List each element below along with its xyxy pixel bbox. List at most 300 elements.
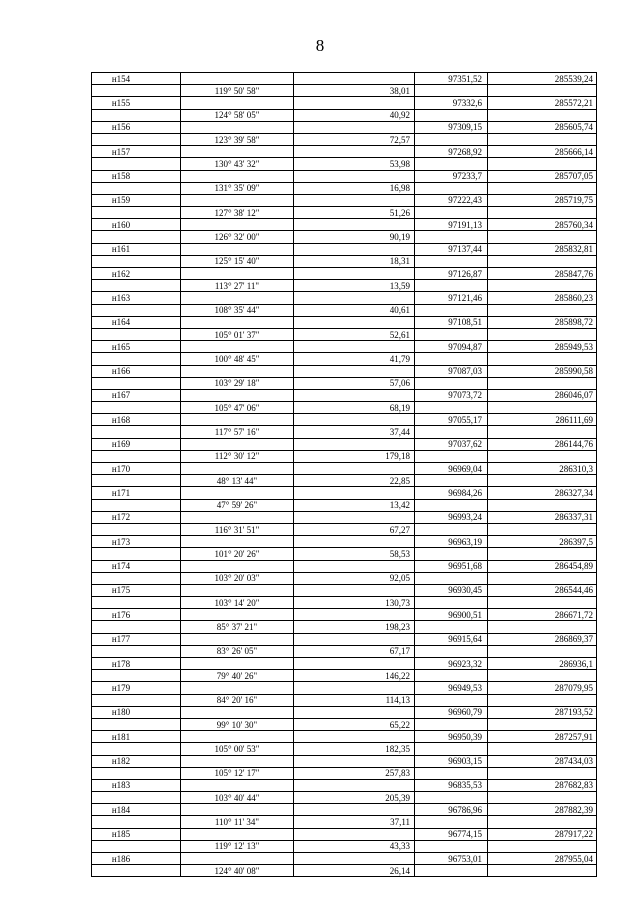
point-name-cell <box>92 865 181 877</box>
point-name-cell: н166 <box>92 365 181 377</box>
point-row <box>92 73 597 85</box>
direction-angle-cell <box>181 316 294 328</box>
direction-angle-cell <box>181 414 294 426</box>
distance-cell: 92,05 <box>294 572 415 584</box>
distance-cell <box>294 779 415 791</box>
y-coordinate-cell <box>488 475 597 487</box>
x-coordinate-cell: 96949,53 <box>415 682 488 694</box>
distance-cell <box>294 97 415 109</box>
distance-cell <box>294 658 415 670</box>
distance-cell: 90,19 <box>294 231 415 243</box>
direction-angle-cell: 105° 00' 53" <box>181 743 294 755</box>
x-coordinate-cell <box>415 475 488 487</box>
x-coordinate-cell <box>415 865 488 877</box>
y-coordinate-cell <box>488 255 597 267</box>
distance-cell: 13,59 <box>294 280 415 292</box>
y-coordinate-cell: 286936,1 <box>488 658 597 670</box>
point-name-cell: н167 <box>92 389 181 401</box>
x-coordinate-cell: 96753,01 <box>415 853 488 865</box>
direction-angle-cell: 117° 57' 16" <box>181 426 294 438</box>
direction-angle-cell <box>181 268 294 280</box>
segment-row <box>92 548 597 560</box>
y-coordinate-cell: 287882,39 <box>488 804 597 816</box>
point-row <box>92 121 597 133</box>
point-name-cell <box>92 767 181 779</box>
distance-cell <box>294 292 415 304</box>
point-name-cell: н165 <box>92 341 181 353</box>
direction-angle-cell <box>181 170 294 182</box>
x-coordinate-cell: 96993,24 <box>415 511 488 523</box>
distance-cell: 51,26 <box>294 207 415 219</box>
x-coordinate-cell <box>415 767 488 779</box>
distance-cell: 57,06 <box>294 377 415 389</box>
x-coordinate-cell: 97037,62 <box>415 438 488 450</box>
x-coordinate-cell <box>415 158 488 170</box>
direction-angle-cell <box>181 219 294 231</box>
point-name-cell: н180 <box>92 706 181 718</box>
x-coordinate-cell <box>415 426 488 438</box>
distance-cell <box>294 414 415 426</box>
point-row <box>92 755 597 767</box>
y-coordinate-cell <box>488 85 597 97</box>
point-row <box>92 609 597 621</box>
x-coordinate-cell <box>415 792 488 804</box>
segment-row <box>92 523 597 535</box>
segment-row <box>92 645 597 657</box>
y-coordinate-cell: 285539,24 <box>488 73 597 85</box>
point-name-cell <box>92 499 181 511</box>
direction-angle-cell: 105° 12' 17" <box>181 767 294 779</box>
x-coordinate-cell <box>415 377 488 389</box>
direction-angle-cell: 99° 10' 30" <box>181 718 294 730</box>
distance-cell: 68,19 <box>294 402 415 414</box>
segment-row <box>92 450 597 462</box>
direction-angle-cell: 112° 30' 12" <box>181 450 294 462</box>
distance-cell <box>294 560 415 572</box>
x-coordinate-cell: 96903,15 <box>415 755 488 767</box>
y-coordinate-cell: 286869,37 <box>488 633 597 645</box>
segment-row <box>92 718 597 730</box>
distance-cell: 67,17 <box>294 645 415 657</box>
segment-row <box>92 85 597 97</box>
x-coordinate-cell <box>415 402 488 414</box>
point-name-cell <box>92 645 181 657</box>
point-row <box>92 511 597 523</box>
direction-angle-cell: 126° 32' 00" <box>181 231 294 243</box>
y-coordinate-cell <box>488 743 597 755</box>
distance-cell <box>294 365 415 377</box>
direction-angle-cell <box>181 194 294 206</box>
direction-angle-cell <box>181 438 294 450</box>
direction-angle-cell: 103° 40' 44" <box>181 792 294 804</box>
direction-angle-cell: 116° 31' 51" <box>181 523 294 535</box>
distance-cell: 179,18 <box>294 450 415 462</box>
point-name-cell: н169 <box>92 438 181 450</box>
point-row <box>92 438 597 450</box>
distance-cell <box>294 219 415 231</box>
y-coordinate-cell: 285719,75 <box>488 194 597 206</box>
distance-cell <box>294 316 415 328</box>
segment-row <box>92 426 597 438</box>
direction-angle-cell: 130° 43' 32" <box>181 158 294 170</box>
y-coordinate-cell <box>488 499 597 511</box>
point-name-cell: н181 <box>92 731 181 743</box>
direction-angle-cell: 127° 38' 12" <box>181 207 294 219</box>
direction-angle-cell: 47° 59' 26" <box>181 499 294 511</box>
distance-cell <box>294 463 415 475</box>
x-coordinate-cell: 97351,52 <box>415 73 488 85</box>
x-coordinate-cell: 97137,44 <box>415 243 488 255</box>
point-row <box>92 170 597 182</box>
segment-row <box>92 109 597 121</box>
x-coordinate-cell <box>415 499 488 511</box>
segment-row <box>92 743 597 755</box>
point-name-cell: н155 <box>92 97 181 109</box>
direction-angle-cell: 124° 40' 08" <box>181 865 294 877</box>
point-name-cell: н183 <box>92 779 181 791</box>
y-coordinate-cell <box>488 377 597 389</box>
point-name-cell <box>92 450 181 462</box>
distance-cell <box>294 706 415 718</box>
point-name-cell <box>92 207 181 219</box>
segment-row <box>92 255 597 267</box>
point-name-cell: н179 <box>92 682 181 694</box>
direction-angle-cell <box>181 463 294 475</box>
x-coordinate-cell <box>415 816 488 828</box>
point-name-cell: н171 <box>92 487 181 499</box>
direction-angle-cell: 105° 47' 06" <box>181 402 294 414</box>
y-coordinate-cell: 286144,76 <box>488 438 597 450</box>
distance-cell: 198,23 <box>294 621 415 633</box>
y-coordinate-cell <box>488 402 597 414</box>
point-name-cell <box>92 597 181 609</box>
direction-angle-cell: 125° 15' 40" <box>181 255 294 267</box>
distance-cell: 40,61 <box>294 304 415 316</box>
point-name-cell <box>92 718 181 730</box>
distance-cell: 40,92 <box>294 109 415 121</box>
point-row <box>92 268 597 280</box>
point-row <box>92 731 597 743</box>
point-row <box>92 365 597 377</box>
direction-angle-cell <box>181 731 294 743</box>
distance-cell: 37,11 <box>294 816 415 828</box>
point-name-cell: н161 <box>92 243 181 255</box>
y-coordinate-cell <box>488 109 597 121</box>
x-coordinate-cell: 97222,43 <box>415 194 488 206</box>
point-name-cell: н159 <box>92 194 181 206</box>
distance-cell <box>294 755 415 767</box>
point-row <box>92 146 597 158</box>
direction-angle-cell: 105° 01' 37" <box>181 328 294 340</box>
point-row <box>92 97 597 109</box>
point-name-cell <box>92 523 181 535</box>
point-name-cell <box>92 328 181 340</box>
point-name-cell: н172 <box>92 511 181 523</box>
direction-angle-cell <box>181 146 294 158</box>
distance-cell <box>294 146 415 158</box>
point-name-cell <box>92 353 181 365</box>
distance-cell: 72,57 <box>294 133 415 145</box>
direction-angle-cell: 101° 20' 26" <box>181 548 294 560</box>
point-row <box>92 682 597 694</box>
x-coordinate-cell: 97309,15 <box>415 121 488 133</box>
y-coordinate-cell: 287193,52 <box>488 706 597 718</box>
y-coordinate-cell <box>488 767 597 779</box>
segment-row <box>92 377 597 389</box>
segment-row <box>92 694 597 706</box>
distance-cell: 13,42 <box>294 499 415 511</box>
y-coordinate-cell: 285860,23 <box>488 292 597 304</box>
direction-angle-cell <box>181 511 294 523</box>
direction-angle-cell <box>181 755 294 767</box>
x-coordinate-cell <box>415 133 488 145</box>
y-coordinate-cell: 286310,3 <box>488 463 597 475</box>
x-coordinate-cell <box>415 743 488 755</box>
direction-angle-cell: 103° 20' 03" <box>181 572 294 584</box>
point-name-cell <box>92 572 181 584</box>
y-coordinate-cell <box>488 182 597 194</box>
y-coordinate-cell <box>488 840 597 852</box>
y-coordinate-cell <box>488 597 597 609</box>
segment-row <box>92 304 597 316</box>
segment-row <box>92 207 597 219</box>
point-name-cell <box>92 548 181 560</box>
x-coordinate-cell <box>415 840 488 852</box>
direction-angle-cell: 108° 35' 44" <box>181 304 294 316</box>
y-coordinate-cell: 285666,14 <box>488 146 597 158</box>
direction-angle-cell: 103° 29' 18" <box>181 377 294 389</box>
distance-cell <box>294 853 415 865</box>
segment-row <box>92 475 597 487</box>
direction-angle-cell <box>181 536 294 548</box>
distance-cell <box>294 804 415 816</box>
y-coordinate-cell <box>488 133 597 145</box>
direction-angle-cell: 85° 37' 21" <box>181 621 294 633</box>
point-name-cell <box>92 670 181 682</box>
direction-angle-cell <box>181 828 294 840</box>
y-coordinate-cell <box>488 450 597 462</box>
segment-row <box>92 840 597 852</box>
y-coordinate-cell: 286046,07 <box>488 389 597 401</box>
direction-angle-cell <box>181 243 294 255</box>
segment-row <box>92 670 597 682</box>
point-name-cell <box>92 743 181 755</box>
point-name-cell <box>92 85 181 97</box>
y-coordinate-cell: 287682,83 <box>488 779 597 791</box>
distance-cell: 26,14 <box>294 865 415 877</box>
x-coordinate-cell <box>415 597 488 609</box>
x-coordinate-cell: 97121,46 <box>415 292 488 304</box>
y-coordinate-cell: 285949,53 <box>488 341 597 353</box>
segment-row <box>92 767 597 779</box>
y-coordinate-cell: 287434,03 <box>488 755 597 767</box>
direction-angle-cell <box>181 658 294 670</box>
segment-row <box>92 182 597 194</box>
y-coordinate-cell: 286671,72 <box>488 609 597 621</box>
segment-row <box>92 499 597 511</box>
x-coordinate-cell <box>415 207 488 219</box>
direction-angle-cell <box>181 292 294 304</box>
direction-angle-cell: 79° 40' 26" <box>181 670 294 682</box>
point-name-cell <box>92 402 181 414</box>
x-coordinate-cell <box>415 621 488 633</box>
distance-cell: 182,35 <box>294 743 415 755</box>
point-name-cell <box>92 694 181 706</box>
point-row <box>92 536 597 548</box>
y-coordinate-cell: 287917,22 <box>488 828 597 840</box>
y-coordinate-cell: 285898,72 <box>488 316 597 328</box>
x-coordinate-cell: 96930,45 <box>415 584 488 596</box>
y-coordinate-cell: 285990,58 <box>488 365 597 377</box>
point-row <box>92 341 597 353</box>
direction-angle-cell: 124° 58' 05" <box>181 109 294 121</box>
y-coordinate-cell: 285760,34 <box>488 219 597 231</box>
x-coordinate-cell: 97233,7 <box>415 170 488 182</box>
point-name-cell: н178 <box>92 658 181 670</box>
point-name-cell: н176 <box>92 609 181 621</box>
x-coordinate-cell: 96963,19 <box>415 536 488 548</box>
x-coordinate-cell <box>415 304 488 316</box>
x-coordinate-cell: 97073,72 <box>415 389 488 401</box>
distance-cell <box>294 584 415 596</box>
distance-cell <box>294 536 415 548</box>
distance-cell: 37,44 <box>294 426 415 438</box>
distance-cell <box>294 121 415 133</box>
x-coordinate-cell: 97191,13 <box>415 219 488 231</box>
y-coordinate-cell: 285707,05 <box>488 170 597 182</box>
direction-angle-cell: 131° 35' 09" <box>181 182 294 194</box>
distance-cell <box>294 73 415 85</box>
point-row <box>92 633 597 645</box>
point-row <box>92 779 597 791</box>
point-name-cell: н154 <box>92 73 181 85</box>
point-name-cell <box>92 475 181 487</box>
point-name-cell <box>92 621 181 633</box>
x-coordinate-cell: 97094,87 <box>415 341 488 353</box>
point-name-cell <box>92 792 181 804</box>
x-coordinate-cell: 97108,51 <box>415 316 488 328</box>
y-coordinate-cell <box>488 865 597 877</box>
y-coordinate-cell <box>488 718 597 730</box>
distance-cell: 146,22 <box>294 670 415 682</box>
point-name-cell <box>92 158 181 170</box>
distance-cell: 43,33 <box>294 840 415 852</box>
segment-row <box>92 816 597 828</box>
x-coordinate-cell <box>415 353 488 365</box>
y-coordinate-cell <box>488 694 597 706</box>
point-name-cell <box>92 255 181 267</box>
x-coordinate-cell <box>415 280 488 292</box>
x-coordinate-cell <box>415 182 488 194</box>
point-row <box>92 853 597 865</box>
point-name-cell: н186 <box>92 853 181 865</box>
y-coordinate-cell: 287257,91 <box>488 731 597 743</box>
direction-angle-cell: 48° 13' 44" <box>181 475 294 487</box>
point-name-cell <box>92 426 181 438</box>
x-coordinate-cell: 96774,15 <box>415 828 488 840</box>
distance-cell: 38,01 <box>294 85 415 97</box>
y-coordinate-cell: 285832,81 <box>488 243 597 255</box>
x-coordinate-cell <box>415 645 488 657</box>
x-coordinate-cell <box>415 85 488 97</box>
y-coordinate-cell: 285847,76 <box>488 268 597 280</box>
segment-row <box>92 158 597 170</box>
segment-row <box>92 865 597 877</box>
distance-cell: 130,73 <box>294 597 415 609</box>
distance-cell <box>294 438 415 450</box>
direction-angle-cell: 119° 50' 58" <box>181 85 294 97</box>
point-row <box>92 316 597 328</box>
segment-row <box>92 792 597 804</box>
direction-angle-cell: 83° 26' 05" <box>181 645 294 657</box>
point-name-cell: н184 <box>92 804 181 816</box>
point-name-cell <box>92 377 181 389</box>
direction-angle-cell: 100° 48' 45" <box>181 353 294 365</box>
x-coordinate-cell: 96951,68 <box>415 560 488 572</box>
point-name-cell: н162 <box>92 268 181 280</box>
x-coordinate-cell: 97087,03 <box>415 365 488 377</box>
distance-cell <box>294 633 415 645</box>
direction-angle-cell: 84° 20' 16" <box>181 694 294 706</box>
distance-cell: 52,61 <box>294 328 415 340</box>
point-name-cell: н168 <box>92 414 181 426</box>
direction-angle-cell <box>181 365 294 377</box>
x-coordinate-cell: 96915,64 <box>415 633 488 645</box>
x-coordinate-cell: 96969,04 <box>415 463 488 475</box>
x-coordinate-cell: 97268,92 <box>415 146 488 158</box>
x-coordinate-cell <box>415 328 488 340</box>
point-name-cell: н163 <box>92 292 181 304</box>
point-name-cell <box>92 109 181 121</box>
y-coordinate-cell <box>488 792 597 804</box>
point-name-cell: н175 <box>92 584 181 596</box>
x-coordinate-cell <box>415 718 488 730</box>
y-coordinate-cell <box>488 231 597 243</box>
point-name-cell: н170 <box>92 463 181 475</box>
distance-cell: 205,39 <box>294 792 415 804</box>
point-row <box>92 487 597 499</box>
direction-angle-cell <box>181 487 294 499</box>
distance-cell: 67,27 <box>294 523 415 535</box>
distance-cell: 257,83 <box>294 767 415 779</box>
y-coordinate-cell: 286337,31 <box>488 511 597 523</box>
distance-cell <box>294 487 415 499</box>
y-coordinate-cell <box>488 280 597 292</box>
point-row <box>92 219 597 231</box>
x-coordinate-cell <box>415 694 488 706</box>
distance-cell: 16,98 <box>294 182 415 194</box>
y-coordinate-cell <box>488 158 597 170</box>
distance-cell <box>294 511 415 523</box>
point-name-cell <box>92 280 181 292</box>
segment-row <box>92 402 597 414</box>
distance-cell: 18,31 <box>294 255 415 267</box>
x-coordinate-cell <box>415 450 488 462</box>
y-coordinate-cell <box>488 572 597 584</box>
distance-cell <box>294 243 415 255</box>
y-coordinate-cell: 286544,46 <box>488 584 597 596</box>
distance-cell <box>294 194 415 206</box>
y-coordinate-cell: 286327,34 <box>488 487 597 499</box>
direction-angle-cell <box>181 609 294 621</box>
y-coordinate-cell <box>488 548 597 560</box>
segment-row <box>92 621 597 633</box>
point-row <box>92 194 597 206</box>
x-coordinate-cell: 97332,6 <box>415 97 488 109</box>
y-coordinate-cell <box>488 304 597 316</box>
x-coordinate-cell <box>415 231 488 243</box>
distance-cell <box>294 268 415 280</box>
